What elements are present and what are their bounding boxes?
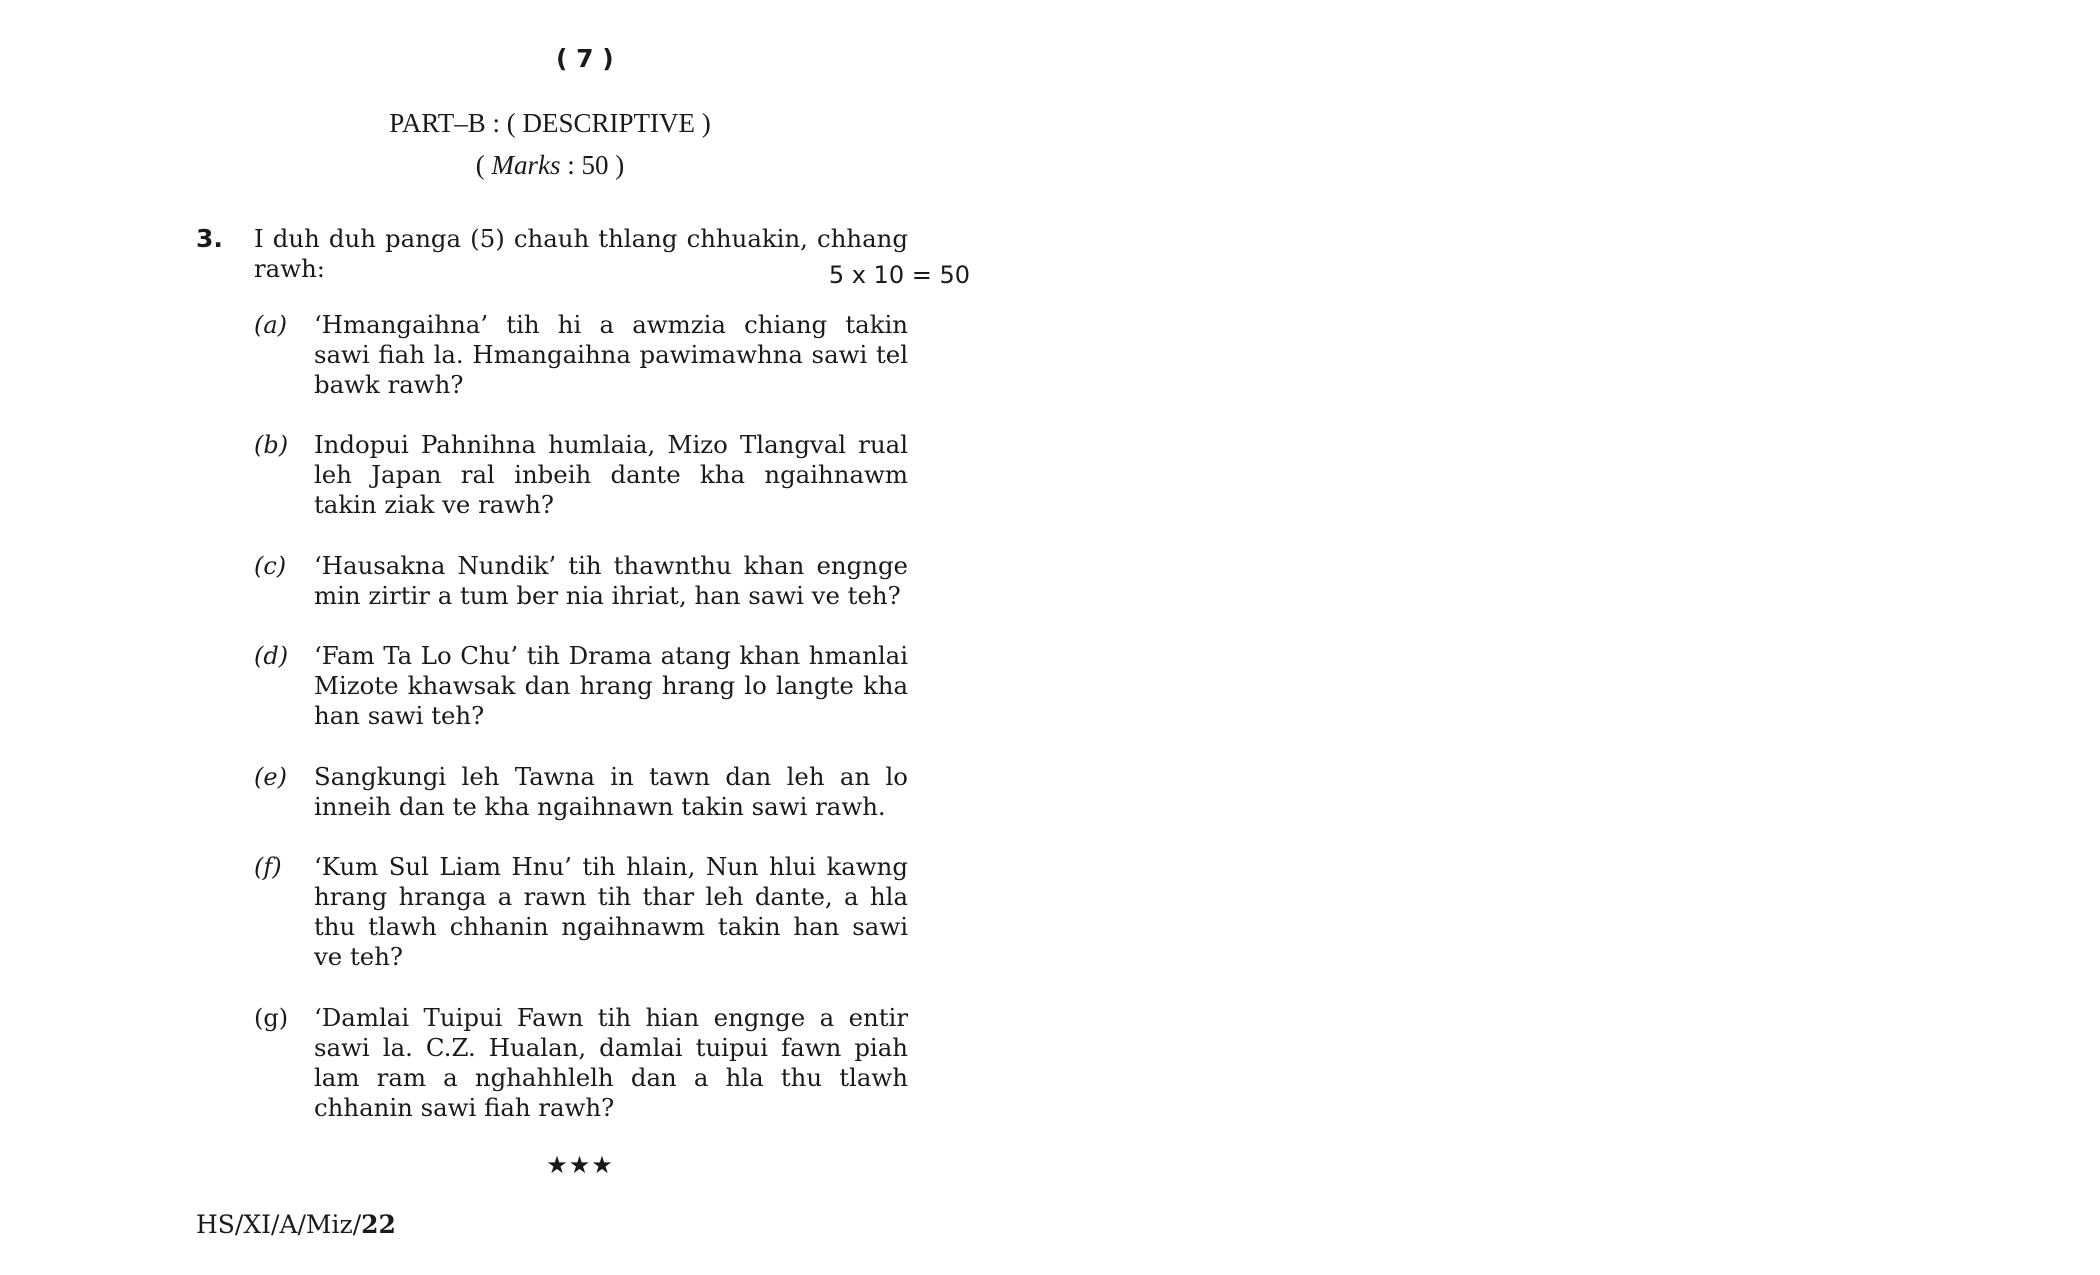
subquestion-label-a: (a) bbox=[254, 311, 288, 339]
subquestion-text-c: ‘Hausakna Nundik’ tih thawnthu khan engnge min zirtir a tum ber nia ihriat, han sawi ve teh? bbox=[314, 551, 908, 610]
subquestion-label-b: (b) bbox=[254, 431, 289, 459]
question-text: I duh duh panga (5) chauh thlang chhuakin, chhang rawh: bbox=[254, 224, 908, 283]
marks-label: Marks bbox=[491, 150, 561, 180]
marks-value: : 50 ) bbox=[560, 150, 625, 180]
end-stars: ★★★ bbox=[546, 1151, 614, 1179]
part-heading: PART–B : ( DESCRIPTIVE ) bbox=[389, 108, 711, 138]
subquestion-text-e: Sangkungi leh Tawna in tawn dan leh an lo inneih dan te kha ngaihnawn takin sawi rawh. bbox=[314, 762, 908, 821]
question-marks: 5 x 10 = 50 bbox=[828, 261, 970, 289]
subquestion-label-c: (c) bbox=[254, 552, 287, 580]
subquestion-label-d: (d) bbox=[254, 642, 289, 670]
subquestion-label-f: (f) bbox=[254, 853, 282, 881]
paper-code-suffix: 22 bbox=[361, 1210, 396, 1239]
marks-line bbox=[380, 150, 720, 180]
subquestion-text-f: ‘Kum Sul Liam Hnu’ tih hlain, Nun hlui kawng hrang hranga a rawn tih thar leh dante, a hla thu tlawh chhanin ngaihnawm takin han sawi ve teh? bbox=[314, 852, 908, 971]
subquestion-text-a: ‘Hmangaihna’ tih hi a awmzia chiang takin sawi fiah la. Hmangaihna pawimawhna sawi tel bawk rawh? bbox=[314, 310, 908, 399]
page-number: ( 7 ) bbox=[556, 44, 614, 73]
paper-code bbox=[196, 1210, 396, 1240]
question-number: 3. bbox=[196, 224, 223, 253]
subquestion-text-b: Indopui Pahnihna humlaia, Mizo Tlangval rual leh Japan ral inbeih dante kha ngaihnawm takin ziak ve rawh? bbox=[314, 430, 908, 519]
paper-code-prefix: HS/XI/A/Miz/ bbox=[196, 1210, 362, 1239]
subquestion-text-d: ‘Fam Ta Lo Chu’ tih Drama atang khan hmanlai Mizote khawsak dan hrang hrang lo langte kha han sawi teh? bbox=[314, 641, 908, 730]
subquestion-label-g: (g) bbox=[254, 1004, 289, 1032]
marks-open: ( bbox=[475, 150, 492, 180]
subquestion-text-g: ‘Damlai Tuipui Fawn tih hian engnge a entir sawi la. C.Z. Hualan, damlai tuipui fawn piah lam ram a nghahhlelh dan a hla thu tlawh chhanin sawi fiah rawh? bbox=[314, 1003, 908, 1122]
subquestion-label-e: (e) bbox=[254, 763, 287, 791]
